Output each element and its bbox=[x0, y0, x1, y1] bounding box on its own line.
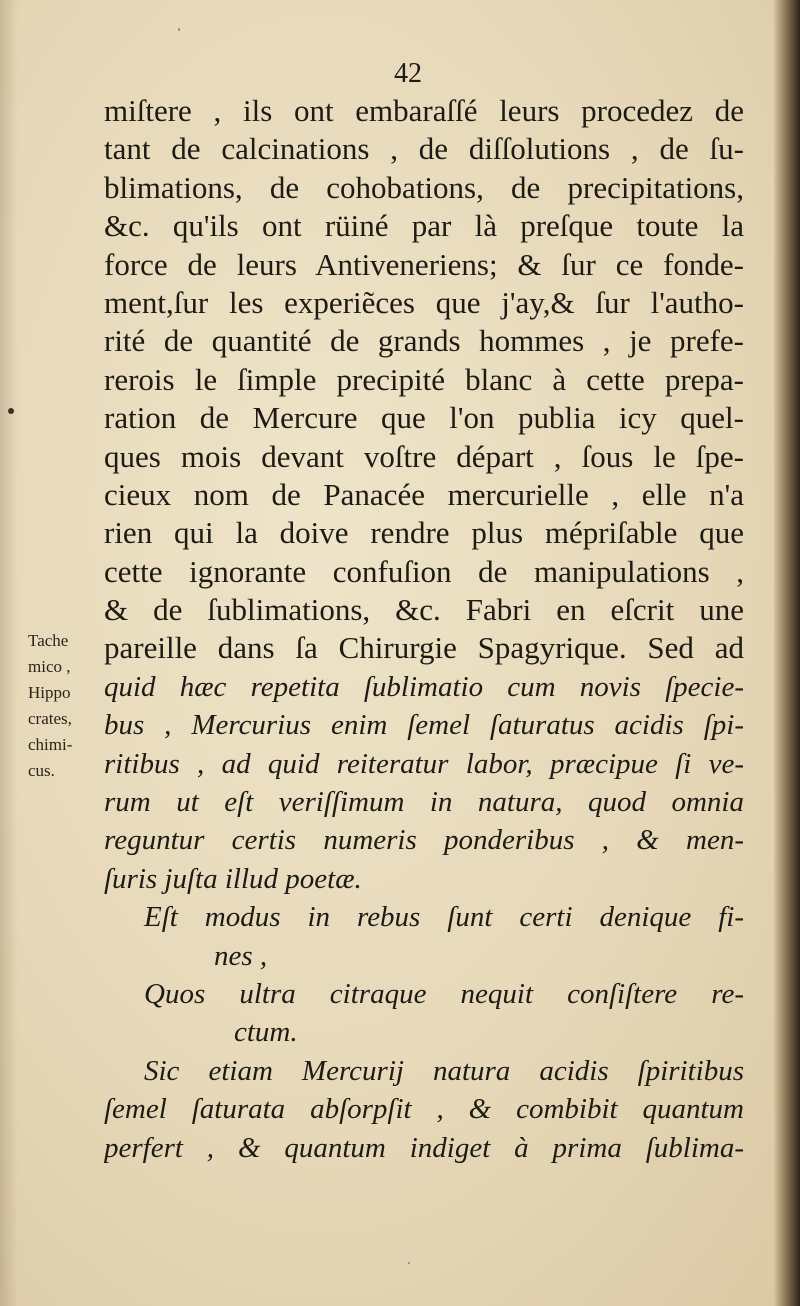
text-line: ſemel ſaturata abſorpſit , & combibit quantum bbox=[104, 1093, 744, 1126]
page-edge bbox=[774, 0, 800, 1306]
marginal-note bbox=[28, 628, 104, 784]
text-line: & de ſublimations, &c. Fabri en eſcrit une bbox=[104, 592, 744, 628]
text-line: ritibus , ad quid reiteratur labor, præcipue ſi ve- bbox=[104, 747, 744, 780]
marginal-line: Hippo bbox=[28, 683, 71, 702]
marginal-line: chimi- bbox=[28, 735, 73, 754]
ink-speck bbox=[408, 1262, 410, 1264]
text-line: rien qui la doive rendre plus mépriſable que bbox=[104, 515, 744, 551]
text-line: rum ut eſt veriſſimum in natura, quod omnia bbox=[104, 786, 744, 819]
text-line: bus , Mercurius enim ſemel ſaturatus acidis ſpi- bbox=[104, 709, 744, 742]
text-line: pareille dans ſa Chirurgie Spagyrique. Sed ad bbox=[104, 630, 744, 666]
text-line: quid hæc repetita ſublimatio cum novis ſpecie- bbox=[104, 670, 744, 703]
text-line: ment,ſur les experiẽces que j'ay,& ſur l'autho- bbox=[104, 284, 744, 320]
text-line: tant de calcinations , de diſſolutions , de ſu- bbox=[104, 131, 744, 167]
text-line: perfert , & quantum indiget à prima ſublima- bbox=[104, 1131, 744, 1164]
text-line: reguntur certis numeris ponderibus , & men- bbox=[104, 824, 744, 857]
marginal-line: Tache bbox=[28, 631, 69, 650]
text-line: Quos ultra citraque nequit conſiſtere re- bbox=[144, 977, 744, 1010]
text-line: ſuris juſta illud poetæ. bbox=[104, 862, 362, 895]
body-text bbox=[104, 92, 744, 1167]
text-line: rerois le ſimple precipité blanc à cette prepa- bbox=[104, 361, 744, 397]
page-number: 42 bbox=[394, 58, 422, 89]
text-line: Eſt modus in rebus ſunt certi denique fi- bbox=[144, 901, 744, 934]
ink-speck bbox=[8, 408, 14, 414]
text-line: force de leurs Antiveneriens; & ſur ce fonde- bbox=[104, 246, 744, 282]
text-line: miſtere , ils ont embaraſſé leurs procedez de bbox=[104, 93, 744, 128]
text-line: cieux nom de Panacée mercurielle , elle n'a bbox=[104, 476, 744, 512]
marginal-line: crates, bbox=[28, 709, 72, 728]
text-line: &c. qu'ils ont rüiné par là preſque toute la bbox=[104, 208, 744, 244]
marginal-line: cus. bbox=[28, 761, 55, 780]
text-line: blimations, de cohobations, de precipitations, bbox=[104, 169, 744, 205]
text-line: ctum. bbox=[234, 1016, 298, 1049]
ink-speck bbox=[178, 28, 180, 31]
text-line: ques mois devant voſtre départ , ſous le ſpe- bbox=[104, 438, 744, 474]
text-line: nes , bbox=[214, 939, 268, 972]
text-line: rité de quantité de grands hommes , je prefe- bbox=[104, 323, 744, 359]
text-line: Sic etiam Mercurij natura acidis ſpiritibus bbox=[144, 1054, 744, 1087]
text-line: ration de Mercure que l'on publia icy quel- bbox=[104, 400, 744, 436]
marginal-line: mico , bbox=[28, 657, 71, 676]
gutter-shadow bbox=[0, 0, 18, 1306]
text-line: cette ignorante confuſion de manipulations , bbox=[104, 553, 744, 589]
